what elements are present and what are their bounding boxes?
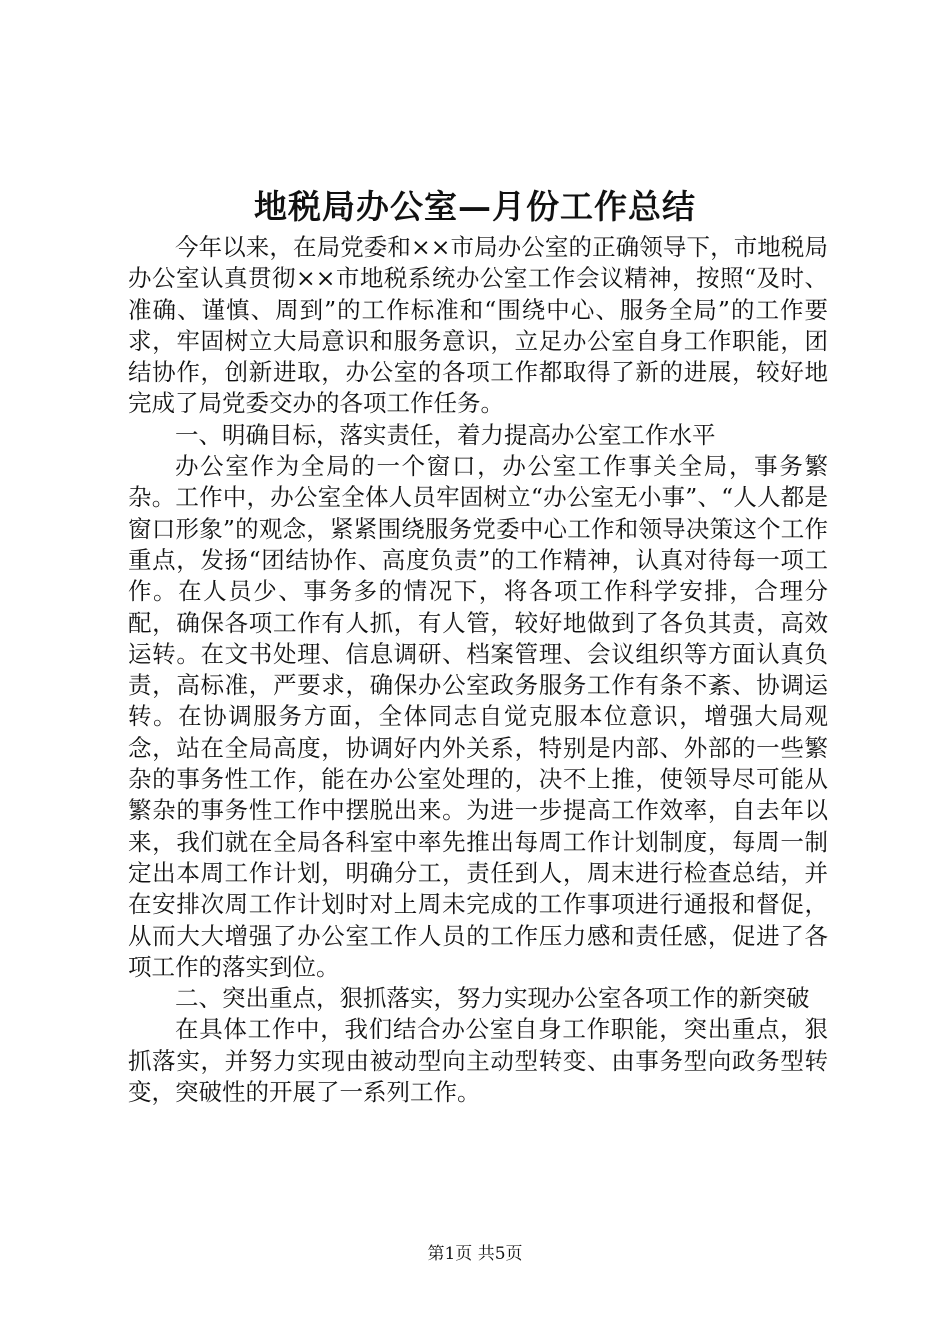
page-number-footer: 第1页 共5页 [427, 1244, 523, 1264]
document-title: 地税局办公室—月份工作总结 [254, 187, 696, 226]
document-body [128, 232, 828, 1108]
paragraph-section-2: 在具体工作中，我们结合办公室自身工作职能，突出重点，狠抓落实，并努力实现由被动型向主动型转变、由事务型向政务型转变，突破性的开展了一系列工作。 [128, 1015, 828, 1107]
section-heading-2: 二、突出重点，狠抓落实，努力实现办公室各项工作的新突破 [175, 984, 810, 1013]
paragraph-intro: 今年以来，在局党委和××市局办公室的正确领导下，市地税局办公室认真贯彻××市地税系统办公室工作会议精神，按照“及时、准确、谨慎、周到”的工作标准和“围绕中心、服务全局”的工作要求，牢固树立大局意识和服务意识，立足办公室自身工作职能，团结协作，创新进取，办公室的各项工作都取得了新的进展，较好地完成了局党委交办的各项工作任务。 [128, 233, 828, 418]
section-heading-1: 一、明确目标，落实责任，着力提高办公室工作水平 [175, 420, 716, 449]
paragraph-section-1: 办公室作为全局的一个窗口，办公室工作事关全局，事务繁杂。工作中，办公室全体人员牢固树立“办公室无小事”、“人人都是窗口形象”的观念，紧紧围绕服务党委中心工作和领导决策这个工作重点，发扬“团结协作、高度负责”的工作精神，认真对待每一项工作。在人员少、事务多的情况下，将各项工作科学安排，合理分配，确保各项工作有人抓，有人管，较好地做到了各负其责，高效运转。在文书处理、信息调研、档案管理、会议组织等方面认真负责，高标准，严要求，确保办公室政务服务工作有条不紊、协调运转。在协调服务方面，全体同志自觉克服本位意识，增强大局观念，站在全局高度，协调好内外关系，特别是内部、外部的一些繁杂的事务性工作，能在办公室处理的，决不上推，使领导尽可能从繁杂的事务性工作中摆脱出来。为进一步提高工作效率，自去年以来，我们就在全局各科室中率先推出每周工作计划制度，每周一制定出本周工作计划，明确分工，责任到人，周末进行检查总结，并在安排次周工作计划时对上周未完成的工作事项进行通报和督促，从而大大增强了办公室工作人员的工作压力感和责任感，促进了各项工作的落实到位。 [128, 452, 828, 981]
